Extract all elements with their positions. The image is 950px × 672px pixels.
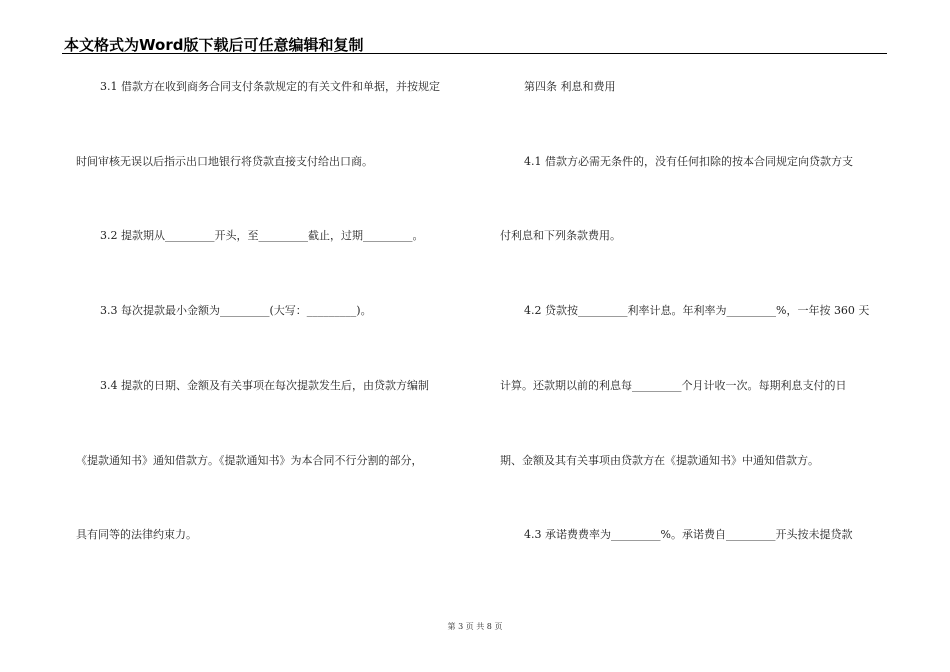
left-line-2: 时间审核无误以后指示出口地银行将贷款直接支付给出口商。 — [76, 155, 373, 168]
right-line-6: 期、金额及其有关事项由贷款方在《提款通知书》中通知借款方。 — [500, 454, 819, 467]
right-line-2: 4.1 借款方必需无条件的，没有任何扣除的按本合同规定向贷款方支 — [524, 155, 853, 168]
header-divider — [62, 53, 887, 54]
right-line-7: 4.3 承诺费费率为_________%。承诺费自_________开头按未提贷款 — [524, 528, 853, 541]
right-line-1: 第四条 利息和费用 — [524, 80, 616, 93]
left-line-7: 具有同等的法律约束力。 — [76, 528, 197, 541]
left-line-6: 《提款通知书》通知借款方。《提款通知书》为本合同不行分割的部分， — [76, 454, 423, 467]
left-line-5: 3.4 提款的日期、金额及有关事项在每次提款发生后，由贷款方编制 — [100, 379, 429, 392]
page-number: 第 3 页 共 8 页 — [447, 622, 503, 631]
right-line-4: 4.2 贷款按_________利率计息。年利率为_________%，一年按 360 天 — [524, 304, 870, 317]
right-line-3: 付利息和下列条款费用。 — [500, 229, 621, 242]
left-line-4: 3.3 每次提款最小金额为_________(大写：_________)。 — [100, 304, 372, 317]
document-header-title: 本文格式为Word版下载后可任意编辑和复制 — [64, 36, 364, 54]
left-line-3: 3.2 提款期从_________开头，至_________截止，过期_________。 — [100, 229, 424, 242]
right-line-5: 计算。还款期以前的利息每_________个月计收一次。每期利息支付的日 — [500, 379, 847, 392]
left-line-1: 3.1 借款方在收到商务合同支付条款规定的有关文件和单据，并按规定 — [100, 80, 440, 93]
